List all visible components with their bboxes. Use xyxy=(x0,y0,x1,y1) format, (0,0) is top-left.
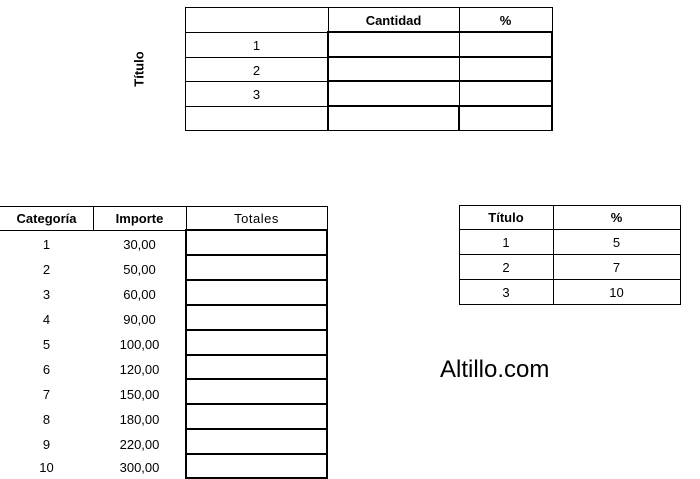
row-categoria: 9 xyxy=(42,436,51,452)
side-title: Título xyxy=(131,51,147,87)
row-importe: 180,00 xyxy=(119,411,160,427)
row-label xyxy=(185,107,328,131)
cell-border xyxy=(327,56,553,58)
row-percent: 10 xyxy=(609,284,624,300)
row-importe: 100,00 xyxy=(119,336,160,352)
column-header-percent: % xyxy=(610,210,623,225)
column-header-totales: Totales xyxy=(234,211,279,226)
row-categoria: 5 xyxy=(42,336,51,352)
row-titulo: 2 xyxy=(502,259,510,275)
row-importe: 150,00 xyxy=(119,386,160,402)
row-categoria: 6 xyxy=(42,361,51,377)
row-titulo: 1 xyxy=(502,234,510,250)
row-categoria: 1 xyxy=(42,236,51,252)
cell-border xyxy=(185,329,328,331)
row-categoria: 4 xyxy=(42,311,51,327)
row-label: 3 xyxy=(252,86,261,102)
column-header-categoria: Categoría xyxy=(16,211,77,226)
column-header-percent: % xyxy=(499,12,512,28)
grid-line xyxy=(0,230,186,231)
row-categoria: 7 xyxy=(42,386,51,402)
row-importe: 120,00 xyxy=(119,361,160,377)
cell-border xyxy=(185,428,328,430)
row-categoria: 10 xyxy=(39,460,54,475)
row-categoria: 8 xyxy=(42,411,51,427)
row-label: 2 xyxy=(252,62,261,78)
row-percent: 5 xyxy=(612,234,621,250)
row-importe: 300,00 xyxy=(119,460,160,475)
row-importe: 60,00 xyxy=(123,286,156,302)
row-categoria: 2 xyxy=(42,261,51,277)
cell-border xyxy=(327,80,553,82)
cell-border xyxy=(185,279,328,281)
cell-border xyxy=(185,453,328,455)
column-header-importe: Importe xyxy=(115,211,164,226)
grid-line xyxy=(327,206,328,230)
cell-border xyxy=(185,254,328,256)
row-categoria: 3 xyxy=(42,286,51,302)
row-importe: 30,00 xyxy=(123,236,156,252)
column-header-titulo: Título xyxy=(488,210,524,225)
cell-border xyxy=(185,403,328,405)
row-importe: 90,00 xyxy=(123,311,156,327)
cell-border xyxy=(551,31,553,131)
watermark-text: Altillo.com xyxy=(440,356,550,383)
grid-line xyxy=(459,304,681,305)
row-importe: 50,00 xyxy=(123,261,156,277)
row-percent: 7 xyxy=(612,259,621,275)
row-label: 1 xyxy=(252,37,261,53)
row-titulo: 3 xyxy=(502,284,510,300)
row-importe: 220,00 xyxy=(119,436,160,452)
cell-border xyxy=(185,354,328,356)
cell-border xyxy=(458,105,460,131)
cell-border xyxy=(185,304,328,306)
cell-border xyxy=(327,105,553,107)
cell-border xyxy=(185,378,328,380)
grid-line xyxy=(680,205,681,305)
column-header-cantidad: Cantidad xyxy=(365,12,422,28)
